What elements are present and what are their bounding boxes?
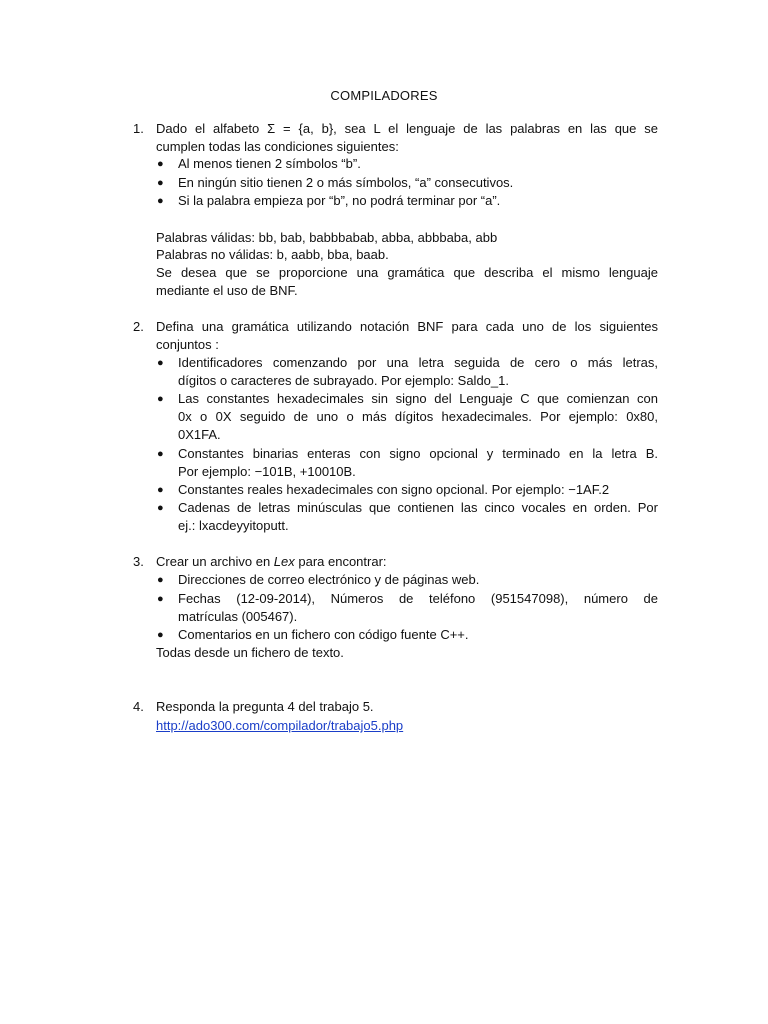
bullet-icon: ● — [157, 629, 164, 641]
q3-number: 3. — [133, 554, 144, 569]
q2-bullet-3-line-1: Constantes binarias enteras con signo opcional y terminado en la letra B. — [178, 446, 658, 461]
q2-bullet-3-line-2: Por ejemplo: −101B, +10010B. — [178, 464, 356, 479]
q3-bullet-2-line-1: Fechas (12-09-2014), Números de teléfono (951547098), número de — [178, 591, 658, 606]
q1-number: 1. — [133, 121, 144, 136]
bullet-icon: ● — [157, 158, 164, 170]
q1-request-line-1: Se desea que se proporcione una gramática que describa el mismo lenguaje — [156, 265, 658, 280]
q2-bullet-1-line-2: dígitos o caracteres de subrayado. Por ejemplo: Saldo_1. — [178, 373, 509, 388]
bullet-icon: ● — [157, 593, 164, 605]
document-title: COMPILADORES — [330, 88, 438, 103]
q4-line-1: Responda la pregunta 4 del trabajo 5. — [156, 699, 374, 714]
q3-bullet-3: Comentarios en un fichero con código fuente C++. — [178, 627, 469, 642]
q2-number: 2. — [133, 319, 144, 334]
q2-bullet-1-line-1: Identificadores comenzando por una letra seguida de cero o más letras, — [178, 355, 658, 370]
q2-bullet-4-line-1: Constantes reales hexadecimales con signo opcional. Por ejemplo: −1AF.2 — [178, 482, 610, 497]
q2-line-1: Defina una gramática utilizando notación BNF para cada uno de los siguientes — [156, 319, 658, 334]
q1-line-1: Dado el alfabeto Σ = {a, b}, sea L el lenguaje de las palabras en las que se — [156, 121, 658, 136]
q3-bullet-1: Direcciones de correo electrónico y de páginas web. — [178, 572, 480, 587]
q2-bullet-2-line-3: 0X1FA. — [178, 427, 221, 442]
bullet-icon: ● — [157, 177, 164, 189]
bullet-icon: ● — [157, 393, 164, 405]
q3-closing: Todas desde un fichero de texto. — [156, 645, 344, 660]
q1-bullet-2: En ningún sitio tienen 2 o más símbolos, “a” consecutivos. — [178, 175, 514, 190]
q2-bullet-5-line-2: ej.: lxacdeyyitoputt. — [178, 518, 289, 533]
q1-line-2: cumplen todas las condiciones siguientes: — [156, 139, 399, 154]
q2-bullet-2-line-1: Las constantes hexadecimales sin signo del Lenguaje C que comienzan con — [178, 391, 658, 406]
q3-line-1 — [156, 553, 387, 571]
q1-invalid-words: Palabras no válidas: b, aabb, bba, baab. — [156, 247, 389, 262]
q4-link[interactable]: http://ado300.com/compilador/trabajo5.php — [156, 718, 404, 733]
bullet-icon: ● — [157, 484, 164, 496]
q2-bullet-2-line-2: 0x o 0X seguido de uno o más dígitos hexadecimales. Por ejemplo: 0x80, — [178, 409, 658, 424]
q2-bullet-5-line-1: Cadenas de letras minúsculas que contienen las cinco vocales en orden. Por — [178, 500, 658, 515]
q3-line-1-post: para encontrar: — [294, 554, 387, 569]
q1-request-line-2: mediante el uso de BNF. — [156, 283, 298, 298]
q3-bullet-2-line-2: matrículas (005467). — [178, 609, 298, 624]
q3-line-1-pre: Crear un archivo en — [156, 554, 274, 569]
q1-bullet-1: Al menos tienen 2 símbolos “b”. — [178, 156, 361, 171]
q1-bullet-3: Si la palabra empieza por “b”, no podrá terminar por “a”. — [178, 193, 501, 208]
bullet-icon: ● — [157, 195, 164, 207]
bullet-icon: ● — [157, 574, 164, 586]
bullet-icon: ● — [157, 357, 164, 369]
bullet-icon: ● — [157, 448, 164, 460]
q1-valid-words: Palabras válidas: bb, bab, babbbabab, abba, abbbaba, abb — [156, 230, 498, 245]
q3-line-1-emphasis: Lex — [273, 554, 295, 569]
q4-number: 4. — [133, 699, 144, 714]
q2-line-2: conjuntos : — [156, 337, 219, 352]
bullet-icon: ● — [157, 502, 164, 514]
